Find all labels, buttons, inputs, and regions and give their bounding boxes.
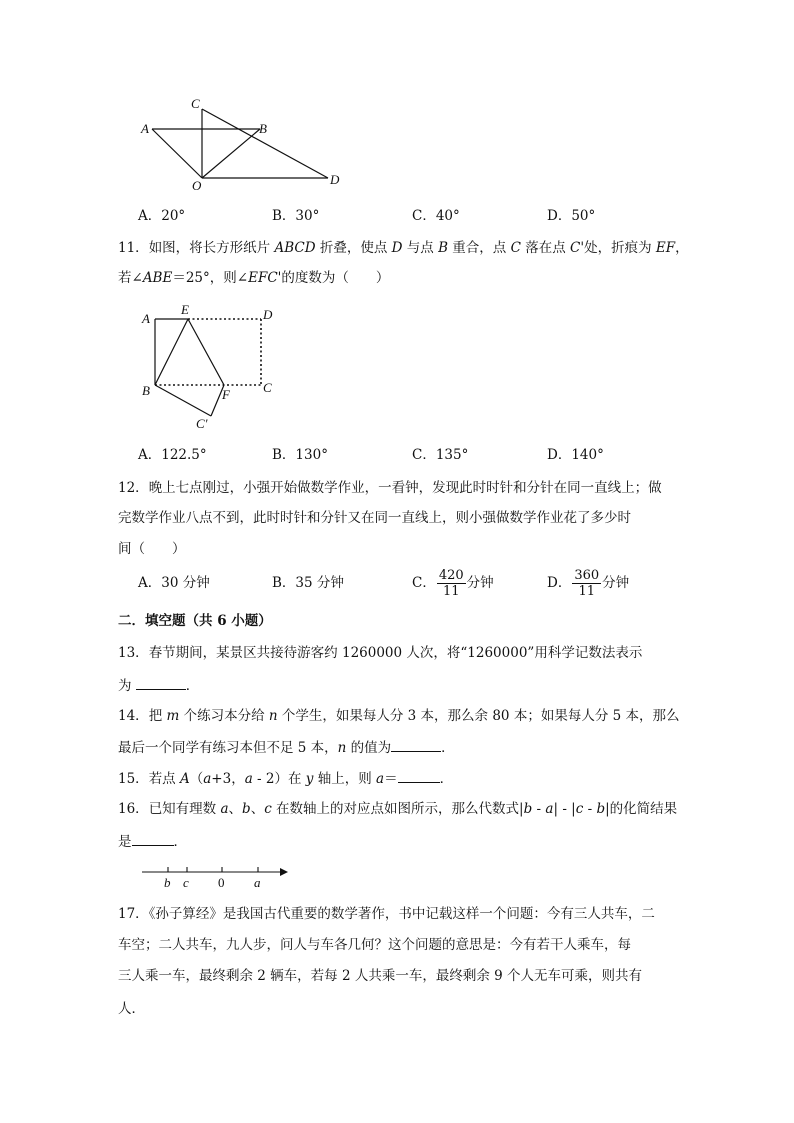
segment-cd [202,109,328,178]
answer-blank[interactable] [398,768,440,783]
text: 如图，将长方形纸片 [148,240,275,256]
var: b [523,801,533,817]
suffix: 分钟 [466,575,494,591]
text: 在数轴上的对应点如图所示，那么代数式| [271,801,524,817]
segment-ef [188,319,224,385]
q12-number: 12． [118,480,149,496]
text: 个学生，如果每人分 3 本，那么余 80 本；如果每人分 5 本，那么 [277,708,680,724]
q13-number: 13． [118,645,149,661]
q11-option-c[interactable]: C．135° [412,447,469,463]
label-o: O [192,178,202,193]
text: - 2）在 [252,771,306,787]
q12-option-a[interactable]: A．30 分钟 [138,575,210,591]
var: a [545,801,554,817]
label-f: F [222,387,230,402]
label-b: b [164,875,171,890]
prefix: D． [547,575,572,591]
text: ． [185,678,200,694]
q11-option-b[interactable]: B．130° [272,447,328,463]
text: - [583,801,597,817]
q12-stem-line2: 完数学作业八点不到，此时时针和分针又在同一直线上，则小强做数学作业花了多少时 [118,510,631,526]
arrow-head [280,868,288,876]
label-a: A [142,311,150,326]
label-b: B [142,383,150,398]
text: 是 [118,834,132,850]
var: C [510,240,521,256]
fraction [437,568,466,599]
figure-q10 [130,94,350,198]
var: m [166,708,180,724]
label-c: C [263,380,272,395]
text: 、 [250,801,265,817]
text: 最后一个同学有练习本但不足 5 本， [118,740,338,756]
text: ． [439,771,454,787]
text: 把 [148,708,167,724]
text: ． [173,834,187,850]
var: a [220,801,229,817]
q12-option-d[interactable] [547,565,629,601]
text: 为 [118,678,136,694]
text: 个练习本分给 [179,708,269,724]
q10-option-d[interactable]: D．50° [547,208,596,224]
label-d: D [263,307,273,322]
text: |的化简结果 [605,801,678,817]
var: c [575,801,584,817]
text: | - | [553,801,576,817]
q13-stem-line1 [118,643,642,663]
q17-stem-line3: 三人乘一车，最终剩余 2 辆车，若每 2 人共乘一车，最终剩余 9 个人无车可乘，则共有 [118,968,643,984]
var: b [596,801,606,817]
text: （ [189,771,204,787]
label-a: a [254,875,261,890]
segment-ao [152,129,202,178]
q11-option-a[interactable]: A．122.5° [138,447,207,463]
var: b [242,801,251,817]
q13-stem-line2 [118,675,199,696]
text: 的值为 [346,740,392,756]
label-b: B [259,121,267,136]
label-d: D [330,172,340,187]
q12-option-b[interactable]: B．35 分钟 [272,575,344,591]
prefix: C． [412,575,436,591]
q17-stem-line4: 人． [118,1001,145,1017]
text: 轴上，则 [313,771,377,787]
q11-option-d[interactable]: D．140° [547,447,604,463]
answer-blank[interactable] [132,831,174,846]
text: ＝25°，则∠ [172,270,249,286]
text: 若∠ [118,270,143,286]
var: a [244,771,253,787]
label-e: E [181,302,189,317]
q10-option-c[interactable]: C．40° [412,208,460,224]
text: +3， [211,771,245,787]
q11-number: 11． [118,240,149,256]
text: 重合，点 [448,240,511,256]
q11-stem-line1 [118,238,689,258]
q10-option-a[interactable]: A．20° [138,208,186,224]
q16-stem-line1 [118,799,677,819]
text: 若点 [148,771,180,787]
segment-eb [155,319,188,385]
q14-number: 14． [118,708,149,724]
text: 晚上七点刚过，小强开始做数学作业，一看钟，发现此时时针和分针在同一直线上；做 [148,480,662,496]
answer-blank[interactable] [136,675,186,690]
text: 折叠，使点 [315,240,392,256]
text: ． [441,740,455,756]
figure-q11 [136,300,286,435]
q10-option-b[interactable]: B．30° [272,208,320,224]
var: n [268,708,278,724]
q16-number: 16． [118,801,149,817]
text: 的度数为（ ） [281,270,390,286]
q17-stem-line2: 车空；二人共车，九人步，问人与车各几何？这个问题的意思是：今有若干人乘车，每 [118,937,631,953]
q17-stem-line1 [118,904,655,924]
label-a: A [141,121,149,136]
text: 落在点 [520,240,571,256]
q12-stem-line1 [118,478,662,498]
q12-stem-line3: 间（ ） [118,541,186,557]
label-0: 0 [218,875,225,890]
var: n [337,740,347,756]
var: A [179,771,190,787]
segment-bc-prime [155,385,211,416]
q17-number: 17． [118,906,149,922]
numerator: 420 [438,568,464,583]
text: ＝ [384,771,398,787]
suffix: 分钟 [602,575,630,591]
q12-option-c[interactable] [412,565,494,601]
denominator: 11 [578,584,596,599]
q14-stem-line1 [118,706,680,726]
var: B [438,240,448,256]
number-line-q16 [138,862,288,892]
text: ， [675,240,689,256]
var: EFC' [248,270,282,286]
q11-stem-line2 [118,268,389,288]
label-c: c [183,875,189,890]
q15-stem [118,768,453,789]
text: 、 [228,801,243,817]
section-title-fill-in: 二．填空题（共 6 小题） [118,613,272,629]
text: - [532,801,546,817]
text: 《孙子算经》是我国古代重要的数学著作，书中记载这样一个问题：今有三人共车，二 [148,906,655,922]
var: ABE [142,270,173,286]
var: D [391,240,403,256]
text: 已知有理数 [148,801,221,817]
q16-stem-line2 [118,831,187,852]
text: 与点 [402,240,439,256]
q15-number: 15． [118,771,149,787]
var: c [264,801,272,817]
var: a [203,771,212,787]
text: 处，折痕为 [584,240,656,256]
text: 春节期间，某景区共接待游客约 1260000 人次，将“1260000”用科学记数法表示 [148,645,643,661]
var: y [305,771,314,787]
label-c-prime: C' [196,416,208,431]
q14-stem-line2 [118,737,455,758]
label-c: C [191,96,200,111]
fraction [572,568,601,599]
var: C' [570,240,585,256]
numerator: 360 [574,568,600,583]
var: a [376,771,385,787]
var: EF [655,240,676,256]
var: ABCD [274,240,316,256]
denominator: 11 [442,584,460,599]
answer-blank[interactable] [391,737,441,752]
